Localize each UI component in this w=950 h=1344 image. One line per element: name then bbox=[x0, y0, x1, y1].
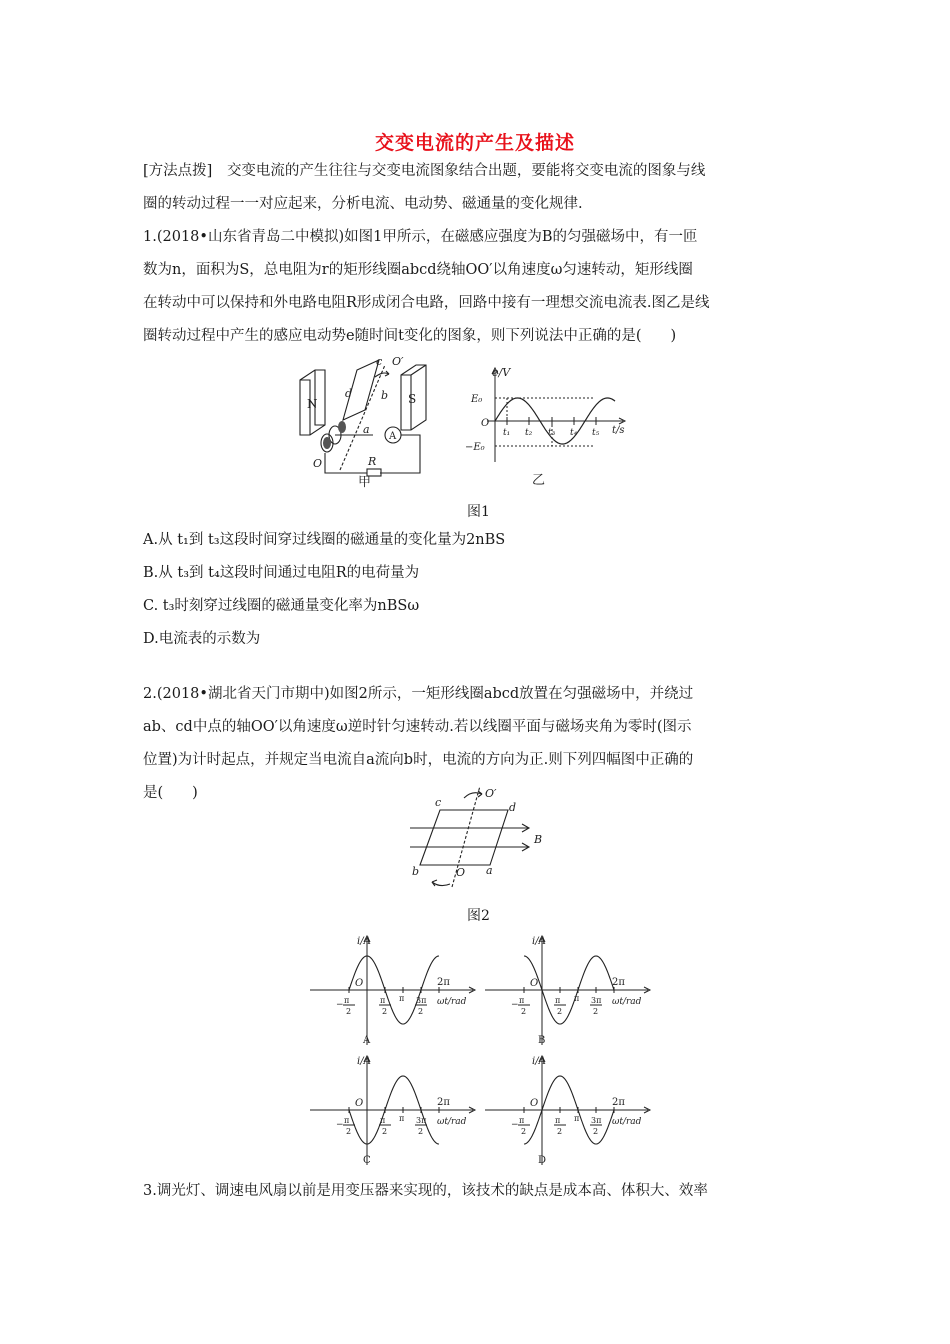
fig2-label-o: O bbox=[456, 866, 466, 879]
t1-tick-label: t₁ bbox=[503, 428, 511, 438]
q2-line-4: 是( ) bbox=[143, 785, 198, 801]
fig2-label-d: d bbox=[509, 801, 517, 814]
minus-sign: − bbox=[511, 1120, 519, 1130]
t3-tick-label: t₃ bbox=[548, 428, 556, 438]
half-pi-label-denominator: 2 bbox=[382, 1007, 388, 1016]
q1-option-b: B.从 t₃到 t₄这段时间通过电阻R的电荷量为 bbox=[143, 565, 420, 581]
label-a: a bbox=[363, 423, 370, 436]
figure1-emf-graph bbox=[465, 362, 635, 487]
wt-axis-label: ωt/rad bbox=[612, 1117, 642, 1127]
origin-label: O bbox=[530, 1098, 539, 1109]
q2-line-3: 位置)为计时起点，并规定当电流自a流向b时，电流的方向为正.则下列四幅图中正确的 bbox=[143, 752, 694, 768]
half-pi-label-denominator: 2 bbox=[557, 1127, 563, 1136]
half-pi-label-numerator: π bbox=[555, 996, 561, 1005]
origin-label: O bbox=[355, 978, 364, 989]
q1-line-1: 1.(2018•山东省青岛二中模拟)如图1甲所示，在磁感应强度为B的匀强磁场中，有一匝 bbox=[143, 229, 698, 245]
figure1-generator-diagram bbox=[295, 355, 445, 490]
fig2-label-b-field: B bbox=[534, 833, 543, 846]
figure2-coil-diagram bbox=[400, 780, 560, 895]
neg-half-pi-label-numerator: π bbox=[519, 1116, 525, 1125]
q1-option-d: D.电流表的示数为 bbox=[143, 631, 261, 647]
q1-line-4: 圈转动过程中产生的感应电动势e随时间t变化的图象，则下列说法中正确的是( ) bbox=[143, 328, 677, 344]
neg-half-pi-label-denominator: 2 bbox=[521, 1007, 527, 1016]
graph-option-label: D bbox=[538, 1155, 547, 1166]
i-axis-label: i/A bbox=[532, 1056, 546, 1067]
three-half-pi-label-numerator: 3π bbox=[416, 996, 427, 1005]
fig2-label-a: a bbox=[486, 864, 493, 877]
t4-tick-label: t₄ bbox=[570, 428, 578, 438]
q1-line-3: 在转动中可以保持和外电路电阻R形成闭合电路，回路中接有一理想交流电流表.图乙是线 bbox=[143, 295, 710, 311]
three-half-pi-label-numerator: 3π bbox=[591, 996, 602, 1005]
option-graph-a bbox=[305, 930, 485, 1050]
graph-option-label: C bbox=[363, 1155, 371, 1166]
option-graph-c bbox=[305, 1050, 485, 1170]
emf-xlabel: t/s bbox=[612, 425, 625, 436]
minus-sign: − bbox=[336, 1000, 344, 1010]
two-pi-label: 2π bbox=[437, 977, 450, 988]
intro-text-1: 交变电流的产生往往与交变电流图象结合出题，要能将交变电流的图象与线 bbox=[226, 163, 706, 179]
intro-line-1 bbox=[143, 161, 813, 181]
neg-e0-label: −E₀ bbox=[465, 442, 485, 453]
magnet-s-label: S bbox=[408, 392, 417, 406]
two-pi-label: 2π bbox=[612, 1097, 625, 1108]
i-axis-label: i/A bbox=[357, 1056, 371, 1067]
wt-axis-label: ωt/rad bbox=[437, 1117, 467, 1127]
neg-half-pi-label-denominator: 2 bbox=[346, 1007, 352, 1016]
neg-half-pi-label-numerator: π bbox=[344, 1116, 350, 1125]
subfigure-label-jia: 甲 bbox=[358, 475, 372, 490]
option-graph-d bbox=[480, 1050, 660, 1170]
neg-half-pi-label-denominator: 2 bbox=[521, 1127, 527, 1136]
pi-label: π bbox=[574, 994, 580, 1003]
three-half-pi-label-denominator: 2 bbox=[593, 1007, 599, 1016]
label-d: d bbox=[345, 387, 353, 400]
method-tag: [方法点拨] bbox=[143, 163, 213, 179]
t2-tick-label: t₂ bbox=[525, 428, 533, 438]
fig2-label-b: b bbox=[412, 865, 420, 878]
three-half-pi-label-denominator: 2 bbox=[418, 1007, 424, 1016]
origin-label: O bbox=[530, 978, 539, 989]
neg-half-pi-label-numerator: π bbox=[519, 996, 525, 1005]
e0-label: E₀ bbox=[471, 394, 483, 405]
q2-line-1: 2.(2018•湖北省天门市期中)如图2所示，一矩形线圈abcd放置在匀强磁场中，并绕过 bbox=[143, 686, 694, 702]
q1-option-c: C. t₃时刻穿过线圈的磁通量变化率为nBSω bbox=[143, 598, 420, 614]
half-pi-label-denominator: 2 bbox=[557, 1007, 563, 1016]
page-title: 交变电流的产生及描述 bbox=[374, 132, 575, 154]
i-axis-label: i/A bbox=[357, 936, 371, 947]
q1-option-a: A.从 t₁到 t₃这段时间穿过线圈的磁通量的变化量为2nBS bbox=[143, 532, 506, 548]
wt-axis-label: ωt/rad bbox=[437, 997, 467, 1007]
i-axis-label: i/A bbox=[532, 936, 546, 947]
pi-label: π bbox=[574, 1114, 580, 1123]
minus-sign: − bbox=[336, 1120, 344, 1130]
graph-option-label: B bbox=[538, 1035, 546, 1046]
half-pi-label-numerator: π bbox=[555, 1116, 561, 1125]
option-graph-b bbox=[480, 930, 660, 1050]
t5-tick-label: t₅ bbox=[592, 428, 600, 438]
three-half-pi-label-denominator: 2 bbox=[593, 1127, 599, 1136]
emf-ylabel: e/V bbox=[492, 366, 511, 379]
graph-option-label: A bbox=[363, 1035, 371, 1046]
wt-axis-label: ωt/rad bbox=[612, 997, 642, 1007]
two-pi-label: 2π bbox=[437, 1097, 450, 1108]
minus-sign: − bbox=[511, 1000, 519, 1010]
half-pi-label-denominator: 2 bbox=[382, 1127, 388, 1136]
subfigure-label-yi: 乙 bbox=[532, 473, 546, 488]
emf-origin-label: O bbox=[481, 418, 490, 429]
magnet-n-label: N bbox=[307, 397, 318, 411]
label-c: c bbox=[376, 355, 383, 368]
ammeter-icon: A bbox=[389, 431, 397, 442]
label-b: b bbox=[381, 389, 389, 402]
three-half-pi-label-numerator: 3π bbox=[591, 1116, 602, 1125]
fig2-label-c: c bbox=[435, 796, 442, 809]
three-half-pi-label-numerator: 3π bbox=[416, 1116, 427, 1125]
half-pi-label-numerator: π bbox=[380, 1116, 386, 1125]
q2-line-2: ab、cd中点的轴OO′以角速度ω逆时针匀速转动.若以线圈平面与磁场夹角为零时(图示 bbox=[143, 719, 692, 735]
label-r: R bbox=[368, 455, 377, 468]
neg-half-pi-label-numerator: π bbox=[344, 996, 350, 1005]
q1-line-2: 数为n，面积为S，总电阻为r的矩形线圈abcd绕轴OO′以角速度ω匀速转动，矩形线圈 bbox=[143, 262, 693, 278]
label-o-prime: O′ bbox=[392, 355, 404, 368]
three-half-pi-label-denominator: 2 bbox=[418, 1127, 424, 1136]
q3-line-1: 3.调光灯、调速电风扇以前是用变压器来实现的，该技术的缺点是成本高、体积大、效率 bbox=[143, 1183, 708, 1199]
neg-half-pi-label-denominator: 2 bbox=[346, 1127, 352, 1136]
figure2-caption: 图2 bbox=[467, 908, 490, 924]
two-pi-label: 2π bbox=[612, 977, 625, 988]
intro-line-2: 圈的转动过程一一对应起来，分析电流、电动势、磁通量的变化规律. bbox=[143, 196, 583, 212]
half-pi-label-numerator: π bbox=[380, 996, 386, 1005]
pi-label: π bbox=[399, 994, 405, 1003]
figure1-caption: 图1 bbox=[467, 504, 490, 520]
fig2-label-o-prime: O′ bbox=[485, 787, 497, 800]
label-o: O bbox=[313, 457, 323, 470]
pi-label: π bbox=[399, 1114, 405, 1123]
origin-label: O bbox=[355, 1098, 364, 1109]
